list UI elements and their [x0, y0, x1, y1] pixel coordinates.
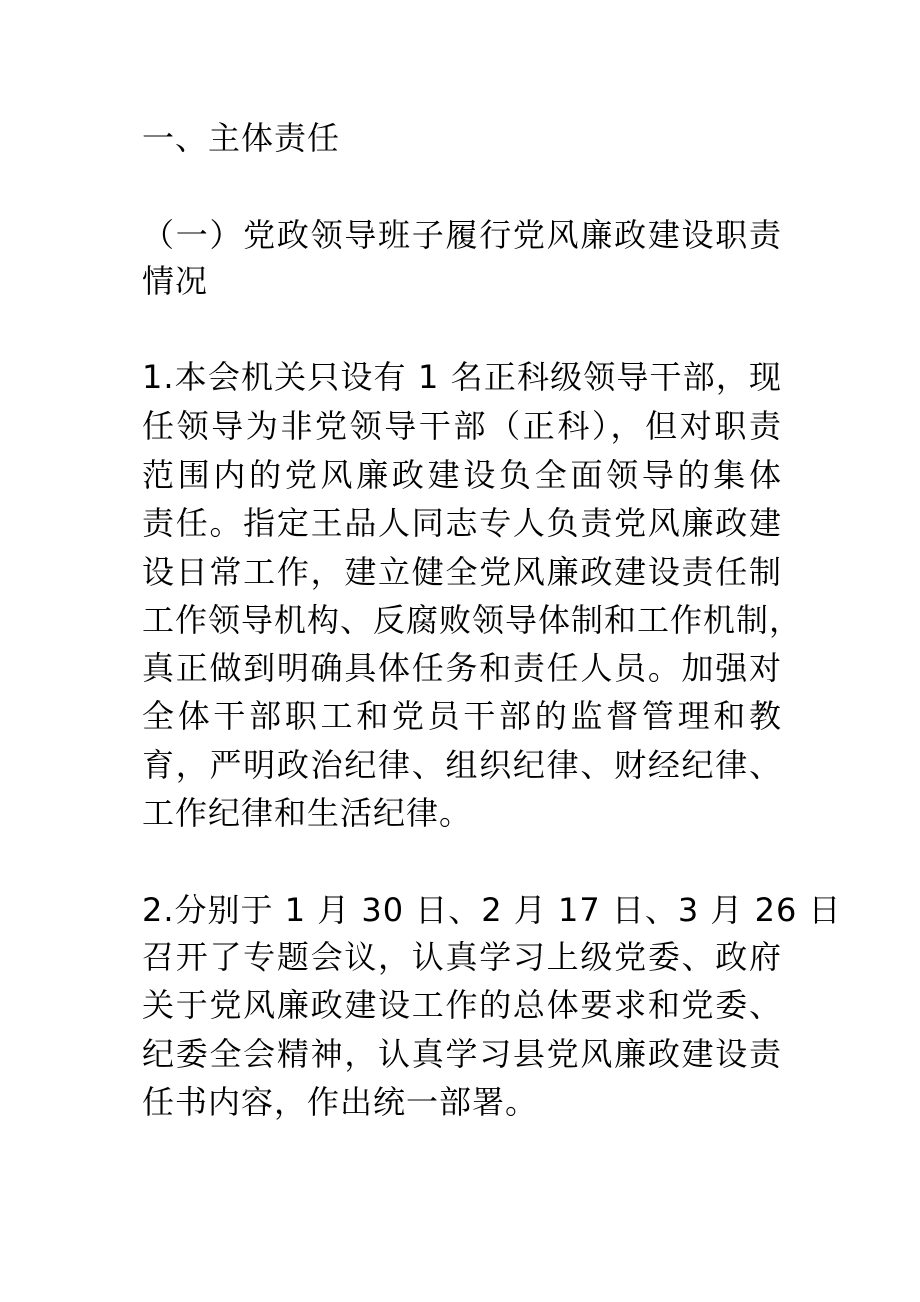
paragraph-line: 2.分别于 1 月 30 日、2 月 17 日、3 月 26 日: [142, 891, 842, 929]
paragraph-line: 工作纪律和生活纪律。: [142, 794, 473, 832]
paragraph-line: 育，严明政治纪律、组织纪律、财经纪律、: [142, 746, 782, 784]
paragraph-line: 纪委全会精神，认真学习县党风廉政建设责: [142, 1035, 782, 1073]
paragraph-line: 关于党风廉政建设工作的总体要求和党委、: [142, 986, 782, 1024]
paragraph-line: 责任。指定王品人同志专人负责党风廉政建: [142, 504, 782, 542]
paragraph-line: 1.本会机关只设有 1 名正科级领导干部，现: [142, 358, 782, 396]
paragraph-line: 设日常工作，建立健全党风廉政建设责任制: [142, 553, 782, 591]
paragraph-line: 范围内的党风廉政建设负全面领导的集体: [142, 456, 782, 494]
paragraph-line: 任领导为非党领导干部（正科），但对职责: [142, 407, 782, 445]
paragraph-line: 真正做到明确具体任务和责任人员。加强对: [142, 649, 782, 687]
paragraph-line: 任书内容，作出统一部署。: [142, 1083, 539, 1121]
paragraph-line: 召开了专题会议，认真学习上级党委、政府: [142, 938, 782, 976]
paragraph-line: 工作领导机构、反腐败领导体制和工作机制，: [142, 601, 803, 639]
paragraph-line: 全体干部职工和党员干部的监督管理和教: [142, 697, 782, 735]
subsection-heading-line: 情况: [142, 262, 209, 300]
section-heading: 一、主体责任: [142, 119, 341, 157]
subsection-heading-line: （一）党政领导班子履行党风廉政建设职责: [142, 216, 782, 254]
